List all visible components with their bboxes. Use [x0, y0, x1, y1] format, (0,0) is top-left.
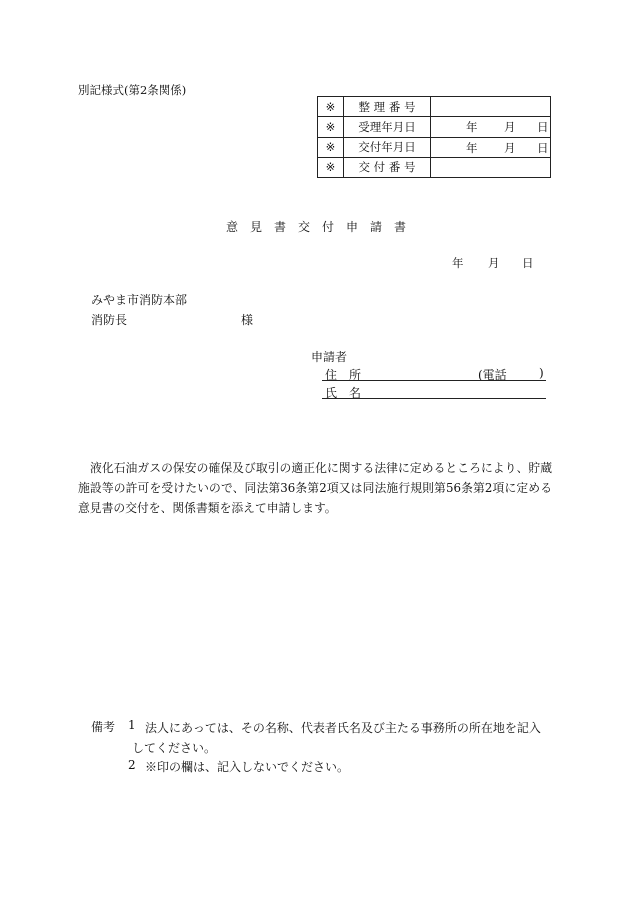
- management-number-field[interactable]: [431, 97, 551, 117]
- recipient-chief: 消防長: [91, 313, 128, 327]
- row-label: 交付年月日: [344, 137, 431, 157]
- address-label: 住 所: [325, 368, 362, 382]
- recipient-honorific: 様: [241, 313, 254, 327]
- row-label: 交 付 番 号: [344, 157, 431, 177]
- note-number: 2: [128, 758, 136, 772]
- form-label: 別記様式(第2条関係): [78, 83, 187, 97]
- year-label: 年: [452, 256, 464, 270]
- table-row: [318, 157, 551, 177]
- application-body-text: 液化石油ガスの保安の確保及び取引の適正化に関する法律に定めるところにより、貯蔵施設等の許可を受けたいので、同法第36条第2項又は同法施行規則第56条第2項に定める意見書の交付を、関係書類を添えて申請します。: [78, 461, 552, 515]
- recipient-organization: みやま市消防本部: [91, 293, 188, 307]
- office-mark: ※: [318, 117, 344, 137]
- note-text: ※印の欄は、記入しないでください。: [145, 760, 350, 774]
- table-row: [318, 137, 551, 157]
- office-mark: ※: [318, 97, 344, 117]
- address-field[interactable]: [322, 380, 546, 381]
- day-label: 日: [537, 140, 549, 155]
- row-label: 整 理 番 号: [344, 97, 431, 117]
- month-label: 月: [504, 140, 516, 155]
- office-mark: ※: [318, 137, 344, 157]
- note-number: 1: [128, 718, 136, 732]
- document-title: 意 見 書 交 付 申 請 書: [226, 220, 407, 234]
- issue-number-field[interactable]: [431, 157, 551, 177]
- month-label: 月: [504, 120, 516, 135]
- office-use-table: [317, 96, 551, 178]
- applicant-heading: 申請者: [311, 350, 348, 364]
- year-label: 年: [466, 120, 478, 135]
- row-label: 受理年月日: [344, 117, 431, 137]
- note-text: 法人にあっては、その名称、代表者氏名及び主たる事務所の所在地を記入してください。: [132, 721, 541, 755]
- office-mark: ※: [318, 157, 344, 177]
- year-label: 年: [466, 140, 478, 155]
- day-label: 日: [522, 256, 534, 270]
- table-row: [318, 117, 551, 137]
- notes-heading: 備考: [91, 720, 116, 734]
- day-label: 日: [537, 120, 549, 135]
- month-label: 月: [488, 256, 500, 270]
- name-field[interactable]: [322, 398, 546, 399]
- receipt-date-field[interactable]: [431, 117, 551, 137]
- table-row: [318, 97, 551, 117]
- phone-label: (電話: [478, 368, 507, 382]
- issue-date-field[interactable]: [431, 137, 551, 157]
- name-label: 氏 名: [325, 386, 362, 400]
- phone-close-paren: ): [539, 366, 544, 380]
